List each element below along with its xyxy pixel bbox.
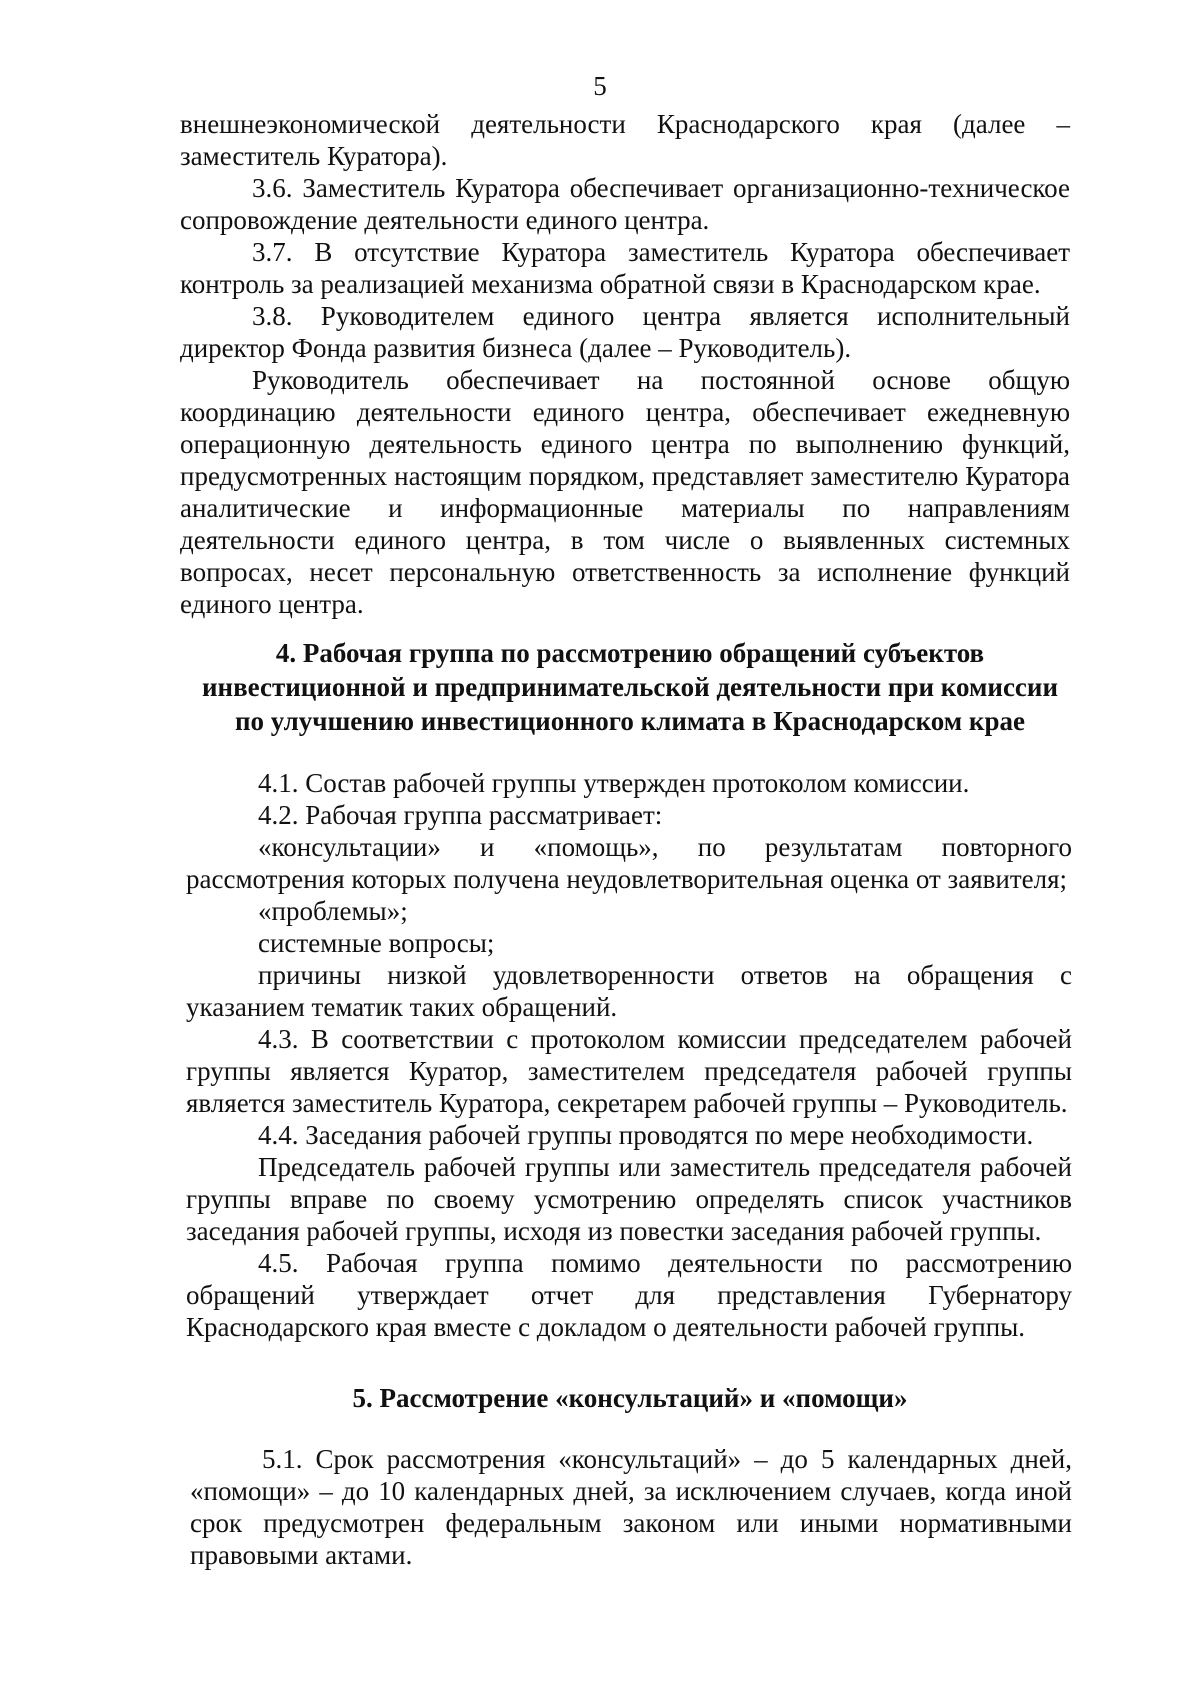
page-number: 5: [593, 71, 607, 101]
list-item: «консультации» и «помощь», по результатам повторного рассмотрения которых получена неудовлетворительная оценка от заявителя;: [186, 832, 1072, 894]
paragraph-4-1: 4.1. Состав рабочей группы утвержден протоколом комиссии.: [258, 768, 970, 798]
heading-line: по улучшению инвестиционного климата в Краснодарском крае: [234, 706, 1025, 736]
paragraph: внешнеэкономической деятельности Краснодарского края (далее – заместитель Куратора).: [180, 109, 1070, 171]
paragraph-4-3: 4.3. В соответствии с протоколом комиссии председателем рабочей группы является Куратор, заместителем председателя рабочей группы является заместитель Куратора, секретарем рабочей группы – Руководитель.: [186, 1024, 1072, 1118]
paragraph: Руководитель обеспечивает на постоянной основе общую координацию деятельности единого центра, обеспечивает ежедневную операционную деятельность единого центра по выполнению функций, предусмотренных настоящим порядком, представляет заместителю Куратора аналитические и информационные материалы по направлениям деятельности единого центра, в том числе о выявленных системных вопросах, несет персональную ответственность за исполнение функций единого центра.: [180, 365, 1070, 619]
paragraph: Председатель рабочей группы или заместитель председателя рабочей группы вправе по своему усмотрению определять список участников заседания рабочей группы, исходя из повестки заседания рабочей группы.: [186, 1152, 1072, 1246]
paragraph-3-8: 3.8. Руководителем единого центра является исполнительный директор Фонда развития бизнеса (далее – Руководитель).: [180, 301, 1070, 363]
paragraph-3-7: 3.7. В отсутствие Куратора заместитель Куратора обеспечивает контроль за реализацией механизма обратной связи в Краснодарском крае.: [180, 237, 1070, 299]
heading-line: 4. Рабочая группа по рассмотрению обращений субъектов: [275, 638, 985, 668]
list-item: причины низкой удовлетворенности ответов на обращения с указанием тематик таких обращений.: [186, 960, 1072, 1022]
paragraph-4-2: 4.2. Рабочая группа рассматривает:: [258, 800, 663, 830]
paragraph-4-5: 4.5. Рабочая группа помимо деятельности по рассмотрению обращений утверждает отчет для представления Губернатору Краснодарского края вместе с докладом о деятельности рабочей группы.: [186, 1248, 1072, 1342]
heading-line: инвестиционной и предпринимательской деятельности при комиссии: [201, 672, 1059, 702]
list-item: «проблемы»;: [258, 896, 408, 926]
section-3-continuation: [180, 108, 1070, 620]
paragraph-4-4: 4.4. Заседания рабочей группы проводятся по мере необходимости.: [258, 1120, 1034, 1150]
section-5-heading: 5. Рассмотрение «консультаций» и «помощи»: [352, 1383, 908, 1413]
section-4-body: [186, 767, 1072, 1343]
paragraph-5-1: 5.1. Срок рассмотрения «консультаций» – до 5 календарных дней, «помощи» – до 10 календарных дней, за исключением случаев, когда иной срок предусмотрен федеральным законом или иными нормативными правовыми актами.: [190, 1444, 1072, 1570]
section-4-heading: [180, 636, 1080, 738]
paragraph-3-6: 3.6. Заместитель Куратора обеспечивает организационно-техническое сопровождение деятельности единого центра.: [180, 173, 1070, 235]
list-item: системные вопросы;: [258, 928, 495, 958]
section-5-body: [190, 1443, 1072, 1571]
